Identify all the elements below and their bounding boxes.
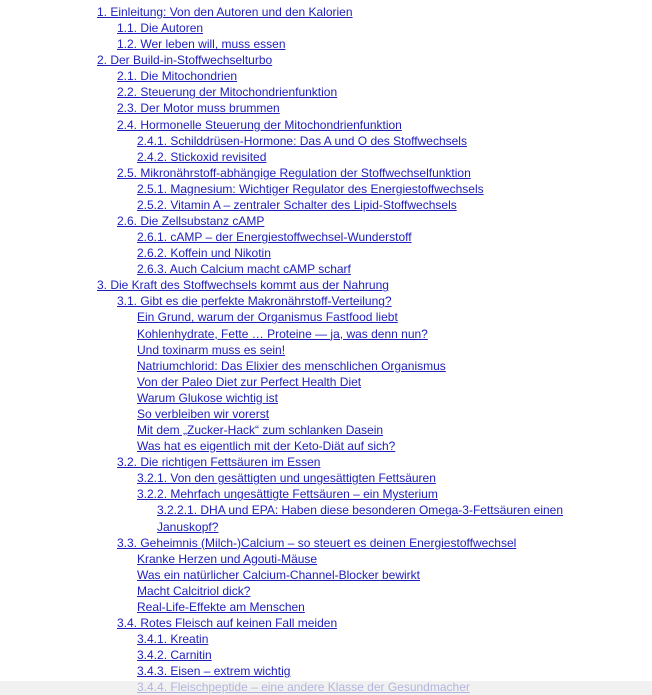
toc-entry xyxy=(0,438,652,454)
toc-entry xyxy=(0,422,652,438)
toc-entry-link[interactable]: Natriumchlorid: Das Elixier des menschlichen Organismus xyxy=(137,358,446,373)
toc-entry-link[interactable]: 2.2. Steuerung der Mitochondrienfunktion xyxy=(117,85,338,100)
toc-entry xyxy=(0,519,652,535)
toc-entry xyxy=(0,615,652,631)
toc-entry xyxy=(0,583,652,599)
toc-entry xyxy=(0,181,652,197)
toc-entry xyxy=(0,358,652,374)
toc-entry xyxy=(0,342,652,358)
table-of-contents xyxy=(0,4,652,695)
toc-entry xyxy=(0,68,652,84)
toc-entry xyxy=(0,229,652,245)
toc-entry-link[interactable]: 2.5.2. Vitamin A – zentraler Schalter des Lipid-Stoffwechsels xyxy=(137,197,457,212)
toc-entry-link[interactable]: So verbleiben wir vorerst xyxy=(137,406,270,421)
toc-entry-link[interactable]: Kranke Herzen und Agouti-Mäuse xyxy=(137,551,318,566)
toc-entry xyxy=(0,374,652,390)
toc-entry-link[interactable]: 3.1. Gibt es die perfekte Makronährstoff-Verteilung? xyxy=(117,294,392,309)
toc-entry-link[interactable]: Und toxinarm muss es sein! xyxy=(137,342,286,357)
toc-entry xyxy=(0,390,652,406)
toc-entry xyxy=(0,52,652,68)
toc-entry xyxy=(0,197,652,213)
bottom-scroll-fade xyxy=(0,681,652,695)
toc-entry xyxy=(0,486,652,502)
toc-entry xyxy=(0,470,652,486)
toc-entry xyxy=(0,535,652,551)
toc-entry xyxy=(0,245,652,261)
toc-entry-link[interactable]: 3.4.1. Kreatin xyxy=(137,632,209,647)
toc-entry-link[interactable]: Mit dem „Zucker-Hack“ zum schlanken Dasein xyxy=(137,423,384,438)
toc-entry-link[interactable]: 3.2.1. Von den gesättigten und ungesättigten Fettsäuren xyxy=(137,471,436,486)
toc-entry-link[interactable]: 2. Der Build-in-Stoffwechselturbo xyxy=(97,53,273,68)
toc-entry xyxy=(0,261,652,277)
toc-entry-link[interactable]: 2.3. Der Motor muss brummen xyxy=(117,101,280,116)
toc-entry-link[interactable]: 2.4.1. Schilddrüsen-Hormone: Das A und O des Stoffwechsels xyxy=(137,133,467,148)
toc-entry-link[interactable]: Von der Paleo Diet zur Perfect Health Diet xyxy=(137,374,362,389)
toc-entry xyxy=(0,133,652,149)
toc-entry-link[interactable]: 3.4.2. Carnitin xyxy=(137,648,212,663)
toc-entry-link[interactable]: 1.2. Wer leben will, muss essen xyxy=(117,37,286,52)
toc-entry-link[interactable]: 2.6.3. Auch Calcium macht cAMP scharf xyxy=(137,262,351,277)
toc-entry-link[interactable]: 2.6.2. Koffein und Nikotin xyxy=(137,246,271,261)
toc-entry xyxy=(0,277,652,293)
toc-entry xyxy=(0,84,652,100)
toc-entry-link[interactable]: 2.5.1. Magnesium: Wichtiger Regulator des Energiestoffwechsels xyxy=(137,181,484,196)
toc-entry xyxy=(0,631,652,647)
toc-entry-link[interactable]: 3.2. Die richtigen Fettsäuren im Essen xyxy=(117,455,321,470)
toc-entry-link[interactable]: Real-Life-Effekte am Menschen xyxy=(137,599,305,614)
toc-entry-link[interactable]: 3.4.3. Eisen – extrem wichtig xyxy=(137,664,291,679)
toc-entry xyxy=(0,100,652,116)
toc-entry xyxy=(0,647,652,663)
toc-entry-link[interactable]: 3.2.2.1. DHA und EPA: Haben diese besonderen Omega-3-Fettsäuren einen xyxy=(157,503,564,518)
toc-entry-link[interactable]: 2.4. Hormonelle Steuerung der Mitochondrienfunktion xyxy=(117,117,402,132)
toc-entry xyxy=(0,567,652,583)
toc-entry-link[interactable]: 2.5. Mikronährstoff-abhängige Regulation der Stoffwechselfunktion xyxy=(117,165,471,180)
toc-entry xyxy=(0,36,652,52)
toc-entry-link[interactable]: 3.4. Rotes Fleisch auf keinen Fall meiden xyxy=(117,615,338,630)
toc-entry-link[interactable]: 3.2.2. Mehrfach ungesättigte Fettsäuren – ein Mysterium xyxy=(137,487,438,502)
toc-entry xyxy=(0,149,652,165)
toc-entry-link[interactable]: Warum Glukose wichtig ist xyxy=(137,390,278,405)
toc-entry-link[interactable]: 2.6. Die Zellsubstanz cAMP xyxy=(117,214,265,229)
toc-entry-link[interactable]: Macht Calcitriol dick? xyxy=(137,583,251,598)
toc-entry xyxy=(0,406,652,422)
toc-entry-link[interactable]: 1. Einleitung: Von den Autoren und den Kalorien xyxy=(97,5,353,19)
toc-entry-link[interactable]: 2.4.2. Stickoxid revisited xyxy=(137,149,267,164)
toc-entry xyxy=(0,293,652,309)
toc-entry xyxy=(0,326,652,342)
toc-entry xyxy=(0,117,652,133)
toc-entry-link[interactable]: 3. Die Kraft des Stoffwechsels kommt aus der Nahrung xyxy=(97,278,389,293)
toc-entry-link[interactable]: Was ein natürlicher Calcium-Channel-Blocker bewirkt xyxy=(137,567,420,582)
toc-entry xyxy=(0,309,652,325)
toc-entry-link[interactable]: Ein Grund, warum der Organismus Fastfood liebt xyxy=(137,310,398,325)
toc-entry-link[interactable]: 1.1. Die Autoren xyxy=(117,21,204,36)
toc-entry-link[interactable]: 3.3. Geheimnis (Milch-)Calcium – so steuert es deinen Energiestoffwechsel xyxy=(117,535,517,550)
toc-entry-link[interactable]: Kohlenhydrate, Fette … Proteine — ja, was denn nun? xyxy=(137,326,428,341)
toc-entry xyxy=(0,213,652,229)
toc-entry-link[interactable]: 2.1. Die Mitochondrien xyxy=(117,69,238,84)
toc-entry-link[interactable]: Was hat es eigentlich mit der Keto-Diät auf sich? xyxy=(137,439,396,454)
toc-entry-link[interactable]: Januskopf? xyxy=(157,519,219,534)
toc-entry xyxy=(0,599,652,615)
toc-entry xyxy=(0,20,652,36)
toc-entry-link[interactable]: 2.6.1. cAMP – der Energiestoffwechsel-Wunderstoff xyxy=(137,230,412,245)
toc-entry xyxy=(0,551,652,567)
toc-entry xyxy=(0,502,652,518)
toc-entry xyxy=(0,165,652,181)
toc-entry xyxy=(0,454,652,470)
toc-entry xyxy=(0,4,652,20)
toc-entry xyxy=(0,663,652,679)
